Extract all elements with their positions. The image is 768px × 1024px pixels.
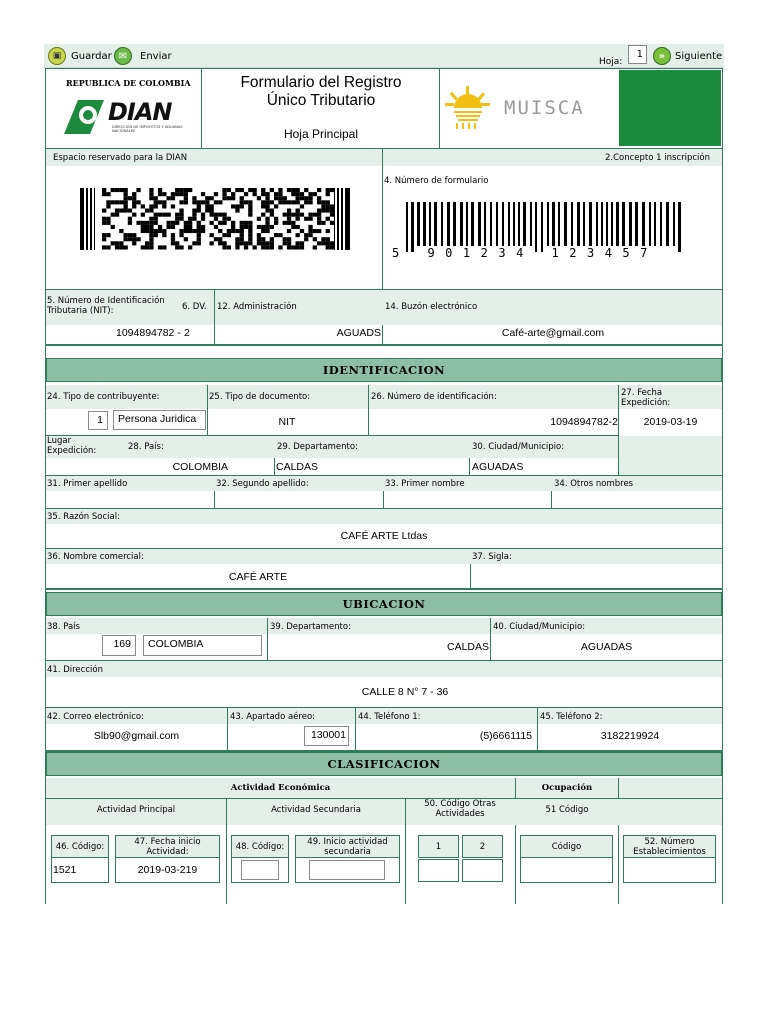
lugar-label: Lugar Expedición: — [47, 436, 97, 456]
id-num-label: 26. Número de identificación: — [371, 392, 497, 402]
send-icon: ✉ — [114, 47, 132, 65]
codigo48-header: 48. Código: — [231, 835, 289, 858]
fecha-value[interactable]: 2019-03-19 — [643, 416, 698, 428]
comercial-value[interactable]: CAFÉ ARTE — [228, 571, 288, 583]
tel1-value[interactable]: (5)6661115 — [479, 730, 532, 742]
apartado-label: 43. Apartado aéreo: — [230, 712, 316, 722]
muisca-green-block — [619, 70, 721, 146]
sheet-label: Hoja: — [599, 57, 623, 67]
contrib-label: 24. Tipo de contribuyente: — [47, 392, 160, 402]
inicio49-header: 49. Inicio actividad secundaria — [295, 835, 400, 858]
save-button-label: Guardar — [71, 50, 112, 62]
ub-ciudad-value[interactable]: AGUADAS — [580, 641, 633, 653]
form-subtitle: Hoja Principal — [283, 127, 359, 141]
otras-col1-input[interactable] — [418, 859, 459, 882]
tel2-label: 45. Teléfono 2: — [540, 712, 603, 722]
ocupacion-label: Ocupación — [541, 783, 593, 793]
doc-type-value[interactable]: NIT — [278, 416, 296, 428]
form-barcode — [392, 202, 688, 262]
razon-value[interactable]: CAFÉ ARTE Ltdas — [340, 530, 428, 542]
sigla-label: 37. Sigla: — [472, 552, 512, 562]
republica-label: REPUBLICA DE COLOMBIA — [66, 78, 191, 88]
dv-label: 6. DV. — [182, 302, 207, 312]
apellido2-label: 32. Segundo apellido: — [216, 479, 309, 489]
fecha47-cell[interactable]: 2019-03-219 — [115, 858, 220, 883]
codigo-cell[interactable] — [520, 858, 613, 883]
dian-logo — [60, 96, 190, 138]
codigo46-header: 46. Código: — [51, 835, 109, 858]
admin-label: 12. Administración — [217, 302, 297, 312]
form-title-line2: Único Tributario — [266, 92, 376, 109]
send-button-label: Enviar — [140, 50, 172, 62]
nit-label: 5. Número de Identificación Tributaria (NIT): — [47, 296, 165, 316]
muisca-logo — [444, 84, 620, 130]
codigo46-cell[interactable]: 1521 — [51, 858, 109, 883]
otras-col1-header: 1 — [418, 835, 459, 858]
dv-value[interactable]: 2 — [184, 327, 190, 339]
fecha-label: 27. Fecha Expedición: — [621, 388, 671, 408]
principal-label: Actividad Principal — [96, 805, 176, 815]
next-button-label: Siguiente — [675, 50, 723, 62]
id-pais-value[interactable]: COLOMBIA — [172, 461, 228, 473]
id-num-value[interactable]: 1094894782-2 — [550, 416, 618, 428]
ub-pais-value-input[interactable]: COLOMBIA — [143, 635, 262, 656]
next-arrow-icon: » — [653, 47, 671, 65]
ub-pais-code-input[interactable]: 169 — [102, 635, 136, 656]
otras-col2-header: 2 — [462, 835, 503, 858]
secundaria-label: Actividad Secundaria — [271, 805, 361, 815]
correo-label: 42. Correo electrónico: — [47, 712, 144, 722]
id-ciudad-label: 30. Ciudad/Municipio: — [472, 442, 565, 452]
id-pais-label: 28. País: — [128, 442, 164, 452]
section-identificacion: IDENTIFICACION — [46, 358, 722, 382]
form-number-label: 4. Número de formulario — [384, 176, 489, 186]
send-button[interactable] — [114, 46, 172, 66]
establec-header: 52. Número Establecimientos — [623, 835, 716, 858]
admin-value[interactable]: AGUADS — [336, 327, 381, 339]
direccion-label: 41. Dirección — [47, 665, 103, 675]
actividad-label: Actividad Económica — [230, 783, 331, 793]
save-icon: ▣ — [48, 47, 66, 65]
nombre2-label: 34. Otros nombres — [554, 479, 634, 489]
codigo48-input[interactable] — [241, 860, 279, 880]
next-button[interactable] — [653, 46, 722, 66]
tel2-value[interactable]: 3182219924 — [600, 730, 660, 742]
otras-col2-input[interactable] — [462, 859, 503, 882]
ub-depto-label: 39. Departamento: — [270, 622, 351, 632]
ub-depto-value[interactable]: CALDAS — [446, 641, 489, 653]
mail-label: 14. Buzón electrónico — [385, 302, 478, 312]
codigo51-label: 51 Código — [545, 805, 589, 815]
ub-pais-label: 38. País — [47, 622, 80, 632]
establec-cell[interactable] — [623, 858, 716, 883]
ub-ciudad-label: 40. Ciudad/Municipio: — [493, 622, 586, 632]
mail-value[interactable]: Café-arte@gmail.com — [501, 327, 605, 339]
codigo-header: Código — [520, 835, 613, 858]
id-depto-value[interactable]: CALDAS — [276, 461, 319, 473]
concept-label: 2.Concepto 1 inscripción — [605, 153, 711, 163]
muisca-text: MUISCA — [504, 97, 585, 119]
doc-type-label: 25. Tipo de documento: — [209, 392, 311, 402]
form-title-line1: Formulario del Registro — [240, 74, 402, 91]
tel1-label: 44. Teléfono 1: — [358, 712, 421, 722]
contrib-value-input[interactable]: Persona Juridica — [113, 410, 206, 430]
section-clasificacion: CLASIFICACION — [46, 752, 722, 776]
nombre1-label: 33. Primer nombre — [385, 479, 465, 489]
inicio49-input[interactable] — [309, 860, 385, 880]
correo-value[interactable]: Slb90@gmail.com — [93, 730, 180, 742]
section-ubicacion: UBICACION — [46, 592, 722, 616]
sheet-input[interactable]: 1 — [628, 45, 647, 64]
id-depto-label: 29. Departamento: — [277, 442, 358, 452]
apellido1-label: 31. Primer apellido — [47, 479, 128, 489]
form-barcode-digits: 5 901234 123457 — [392, 246, 658, 260]
comercial-label: 36. Nombre comercial: — [47, 552, 144, 562]
save-button[interactable] — [48, 46, 112, 66]
nit-value[interactable]: 1094894782 - — [116, 327, 181, 339]
contrib-code-input[interactable]: 1 — [88, 411, 108, 430]
dian-logo-text: DIAN — [108, 98, 172, 126]
apartado-input[interactable]: 130001 — [304, 726, 349, 746]
razon-label: 35. Razón Social: — [47, 512, 120, 522]
fecha47-header: 47. Fecha inicio Actividad: — [115, 835, 220, 858]
dian-tagline: DIRECCIÓN DE IMPUESTOS Y ADUANAS NACIONALES — [112, 125, 183, 133]
id-ciudad-value[interactable]: AGUADAS — [472, 461, 524, 473]
2d-barcode — [80, 188, 350, 250]
reserved-label: Espacio reservado para la DIAN — [53, 153, 188, 163]
otras-label: 50. Código Otras Actividades — [424, 799, 496, 819]
direccion-value[interactable]: CALLE 8 N° 7 - 36 — [361, 686, 449, 698]
